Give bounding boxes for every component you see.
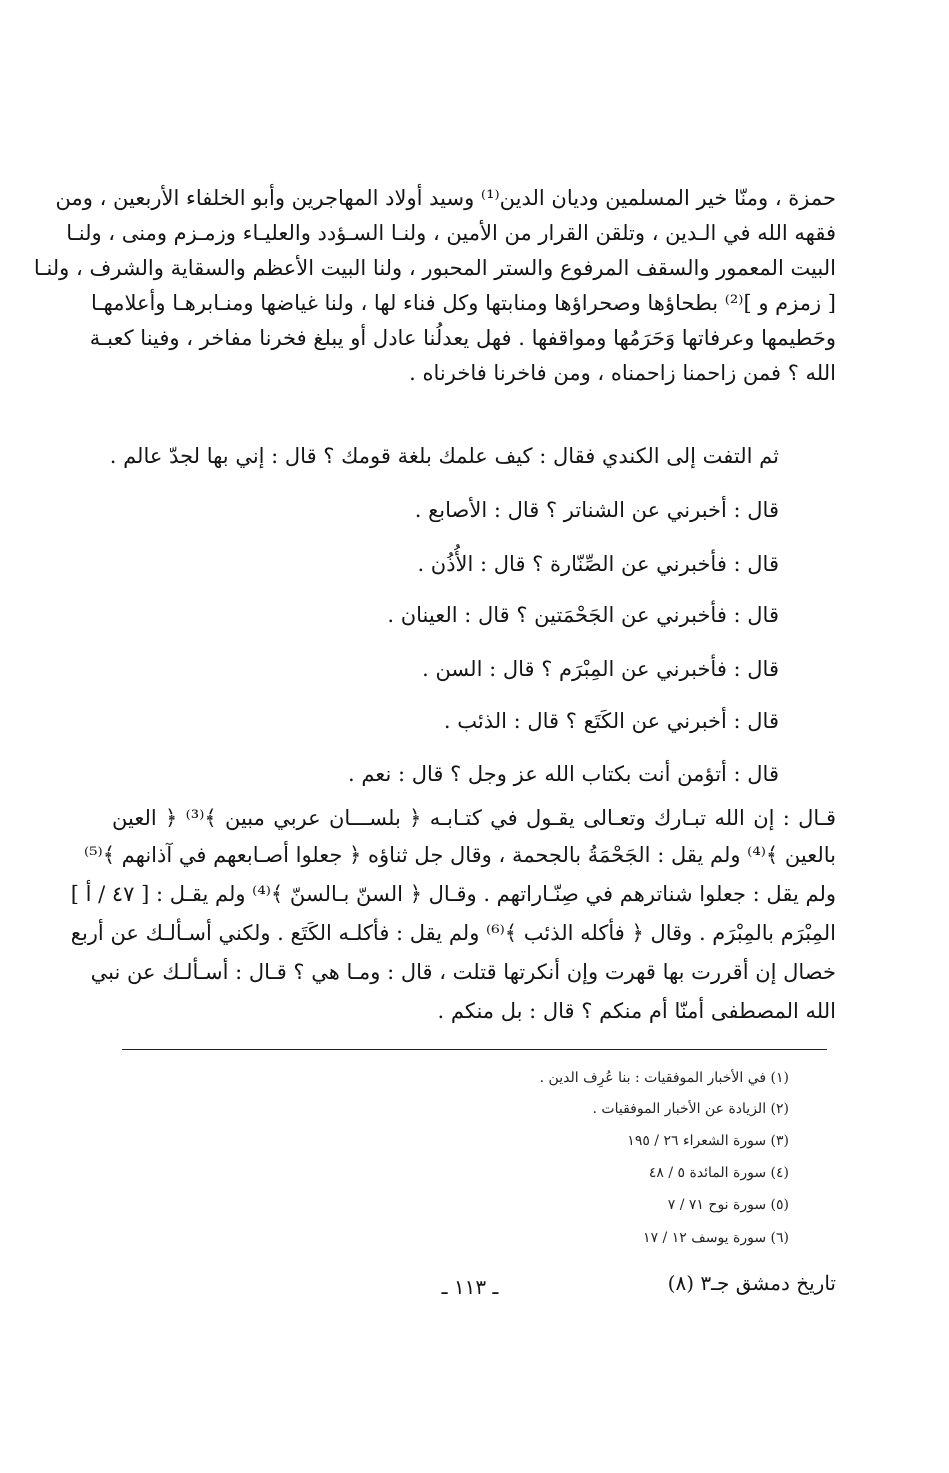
dialogue-line: قال : أخبرني عن الشناتر ؟ قال : الأصابع . (414, 498, 779, 522)
footnote: (٤) سورة المائدة ٥ / ٤٨ (648, 1165, 789, 1181)
footnote: (٥) سورة نوح ٧١ / ٧ (667, 1197, 789, 1213)
text-line: فقهه الله في الـدين ، وتلقن القرار من الأمين ، ولنـا السـؤدد والعليـاء وزمـزم ومنى ، ولنـا (66, 221, 836, 245)
book-title-footer: تاريخ دمشق جـ٣ (٨) (667, 1271, 836, 1295)
footnote-divider (122, 1049, 827, 1050)
footnote: (٢) الزيادة عن الأخبار الموفقيات . (592, 1101, 789, 1117)
footnote: (١) في الأخبار الموفقيات : بنا عُرِف الدين . (539, 1070, 789, 1086)
footnote: (٦) سورة يوسف ١٢ / ١٧ (643, 1230, 789, 1246)
text-line: [ زمزم و ]⁽²⁾ بطحاؤها وصحراؤها ومنابتها وكل فناء لها ، ولنا غياضها ومنـابرهـا وأعلامهـا (91, 291, 836, 315)
text-line: وحَطيمها وعرفاتها وَحَرَمُها ومواقفها . فهل يعدلُنا عادل أو يبلغ فخرنا مفاخر ، وفينا كعبـة (89, 326, 836, 350)
text-line: المِبْرَم بالمِبْرَم . وقال ﴿ فأكله الذئب ﴾⁽⁶⁾ ولم يقل : فأكلـه الكَتَع . ولكني أسـألـك عن أربع (70, 921, 836, 945)
text-line: البيت المعمور والسقف المرفوع والستر المحبور ، ولنا البيت الأعظم والسقاية والشرف ، ولنـا (33, 256, 836, 280)
text-line: بالعين ﴾⁽⁴⁾ ولم يقل : الجَحْمَةُ بالجحمة ، وقال جل ثناؤه ﴿ جعلوا أصـابعهم في آذانهم ﴾⁽⁵⁾ (83, 843, 836, 867)
text-line: قـال : إن الله تبـارك وتعـالى يقـول في كتـابـه ﴿ بلســـان عربي مبين ﴾⁽³⁾ ﴿ العين (112, 806, 837, 830)
text-line: حمزة ، ومنّا خير المسلمين وديان الدين⁽¹⁾ وسيد أولاد المهاجرين وأبو الخلفاء الأربعين ، ومن (55, 186, 836, 210)
text-line: الله المصطفى أمنّا أم منكم ؟ قال : بل منكم . (437, 999, 836, 1023)
footnote: (٣) سورة الشعراء ٢٦ / ١٩٥ (627, 1133, 789, 1149)
dialogue-line: قال : فأخبرني عن الصِّنّارة ؟ قال : الأُذُن . (417, 552, 779, 576)
text-line: الله ؟ فمن زاحمنا زاحمناه ، ومن فاخرنا فاخرناه . (409, 361, 836, 385)
dialogue-line: قال : فأخبرني عن الجَحْمَتين ؟ قال : العينان . (387, 603, 779, 627)
dialogue-line: قال : أخبرني عن الكَتَع ؟ قال : الذئب . (443, 709, 779, 733)
dialogue-line: قال : أتؤمن أنت بكتاب الله عز وجل ؟ قال : نعم . (347, 762, 779, 786)
dialogue-line: ثم التفت إلى الكندي فقال : كيف علمك بلغة قومك ؟ قال : إني بها لجدّ عالم . (109, 444, 779, 468)
dialogue-line: قال : فأخبرني عن المِبْرَم ؟ قال : السن . (422, 657, 779, 681)
text-line: خصال إن أقررت بها قهرت وإن أنكرتها قتلت ، قال : ومـا هي ؟ قـال : أسـألـك عن نبي (90, 960, 836, 984)
page-number: ـ ١١٣ ـ (441, 1275, 499, 1299)
text-line: ولم يقل : جعلوا شناترهم في صِنّـاراتهم . وقـال ﴿ السنّ بـالسنّ ﴾⁽⁴⁾ ولم يقـل : [ ٤٧ / أ ] (70, 882, 836, 906)
